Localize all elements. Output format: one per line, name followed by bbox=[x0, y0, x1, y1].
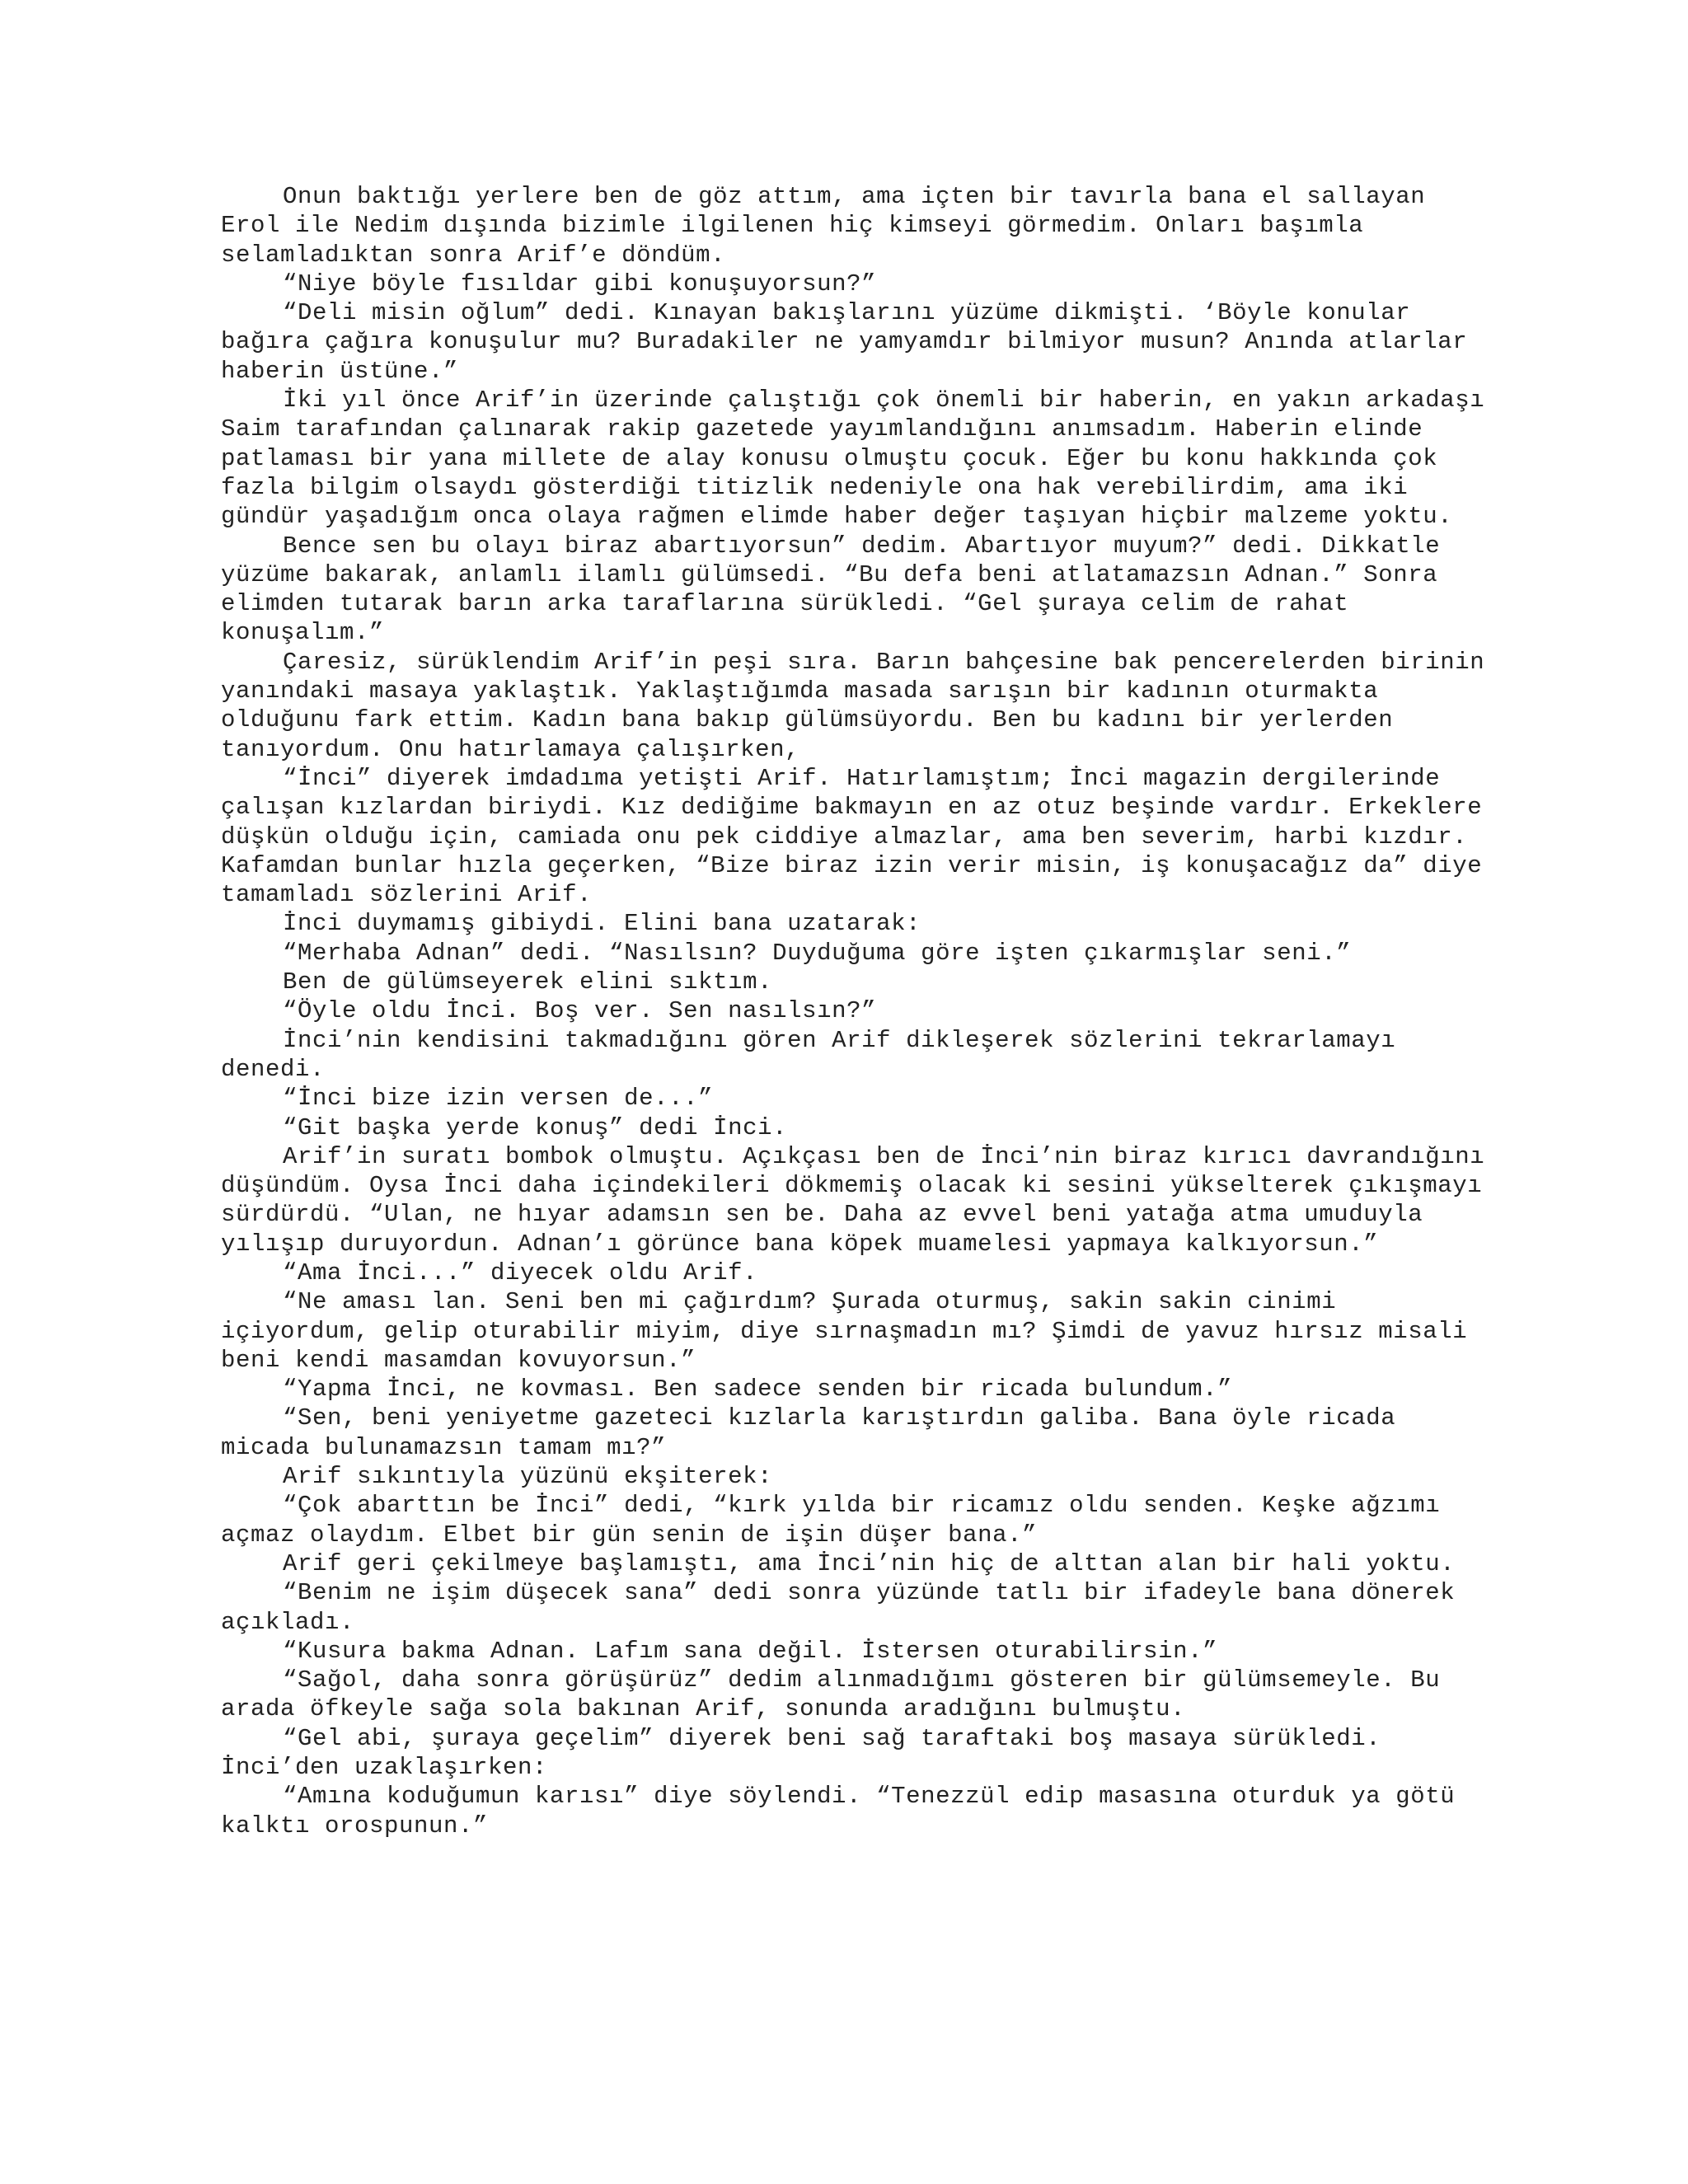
paragraph: “Ama İnci...” diyecek oldu Arif. bbox=[283, 1258, 758, 1286]
paragraph: “Öyle oldu İnci. Boş ver. Sen nasılsın?” bbox=[283, 997, 877, 1025]
paragraph: İki yıl önce Arif’in üzerinde çalıştığı çok önemli bir haberin, en yakın arkadaşı Saim tarafından çalınarak rakip gazetede yayımlandığını anımsadım. Haberin elinde patlaması bir yana millete de alay konusu olmuştu çocuk. Eğer bu konu hakkında çok fazla bilgim olsaydı gösterdiği titizlik nedeniyle ona hak verebilirdim, ama iki gündür yaşadığım onca olaya rağmen elimde haber değer taşıyan hiçbir malzeme yoktu. bbox=[221, 387, 1485, 531]
paragraph: “Gel abi, şuraya geçelim” diyerek beni sağ taraftaki boş masaya sürükledi. İnci’den uzaklaşırken: bbox=[221, 1724, 1381, 1782]
paragraph: İnci’nin kendisini takmadığını gören Arif dikleşerek sözlerini tekrarlamayı denedi. bbox=[221, 1026, 1396, 1083]
paragraph: “Niye böyle fısıldar gibi konuşuyorsun?” bbox=[283, 269, 877, 298]
paragraph: İnci duymamış gibiydi. Elini bana uzatarak: bbox=[283, 910, 921, 938]
paragraph: Bence sen bu olayı biraz abartıyorsun” dedim. Abartıyor muyum?” dedi. Dikkatle yüzüme bakarak, anlamlı ilamlı gülümsedi. “Bu defa beni atlatamazsın Adnan.” Sonra elimden tutarak barın arka taraflarına sürükledi. “Gel şuraya celim de rahat konuşalım.” bbox=[221, 532, 1441, 647]
paragraph: Arif’in suratı bombok olmuştu. Açıkçası ben de İnci’nin biraz kırıcı davrandığını düşündüm. Oysa İnci daha içindekileri dökmemiş olacak ki sesini yükselterek çıkışmayı sürdürdü. “Ulan, ne hıyar adamsın sen be. Daha az evvel beni yatağa atma umuduyla yılışıp duruyordun. Adnan’ı görünce bana köpek muamelesi yapmaya kalkıyorsun.” bbox=[221, 1142, 1485, 1258]
paragraph: “Git başka yerde konuş” dedi İnci. bbox=[283, 1113, 788, 1141]
body-text bbox=[221, 182, 1490, 1840]
paragraph: “Çok abarttın be İnci” dedi, “kırk yılda bir ricamız oldu senden. Keşke ağzımı açmaz olaydım. Elbet bir gün senin de işin düşer bana.” bbox=[221, 1492, 1441, 1549]
paragraph: Arif sıkıntıyla yüzünü ekşiterek: bbox=[283, 1463, 773, 1491]
paragraph: “Kusura bakma Adnan. Lafım sana değil. İstersen oturabilirsin.” bbox=[283, 1637, 1218, 1665]
paragraph: “Sen, beni yeniyetme gazeteci kızlarla karıştırdın galiba. Bana öyle ricada micada bulunamazsın tamam mı?” bbox=[221, 1404, 1396, 1461]
paragraph: “Yapma İnci, ne kovması. Ben sadece senden bir ricada bulundum.” bbox=[283, 1376, 1233, 1404]
paragraph: “İnci” diyerek imdadıma yetişti Arif. Hatırlamıştım; İnci magazin dergilerinde çalışan kızlardan biriydi. Kız dediğime bakmayın en az otuz beşinde vardır. Erkeklere düşkün olduğu için, camiada onu pek ciddiye almazlar, ama ben severim, harbi kızdır. Kafamdan bunlar hızla geçerken, “Bize biraz izin verir misin, iş konuşacağız da” diye tamamladı sözlerini Arif. bbox=[221, 764, 1483, 909]
paragraph: Arif geri çekilmeye başlamıştı, ama İnci’nin hiç de alttan alan bir hali yoktu. bbox=[283, 1549, 1456, 1577]
paragraph: “Sağol, daha sonra görüşürüz” dedim alınmadığımı gösteren bir gülümsemeyle. Bu arada öfkeyle sağa sola bakınan Arif, sonunda aradığını bulmuştu. bbox=[221, 1666, 1441, 1723]
paragraph: “Benim ne işim düşecek sana” dedi sonra yüzünde tatlı bir ifadeyle bana dönerek açıkladı. bbox=[221, 1579, 1456, 1636]
paragraph: Çaresiz, sürüklendim Arif’in peşi sıra. Barın bahçesine bak pencerelerden birinin yanındaki masaya yaklaştık. Yaklaştığımda masada sarışın bir kadının oturmakta olduğunu fark ettim. Kadın bana bakıp gülümsüyordu. Ben bu kadını bir yerlerden tanıyordum. Onu hatırlamaya çalışırken, bbox=[221, 648, 1485, 763]
paragraph: “Deli misin oğlum” dedi. Kınayan bakışlarını yüzüme dikmişti. ‘Böyle konular bağıra çağıra konuşulur mu? Buradakiler ne yamyamdır bilmiyor musun? Anında atlarlar haberin üstüne.” bbox=[221, 299, 1468, 385]
paragraph: “Merhaba Adnan” dedi. “Nasılsın? Duyduğuma göre işten çıkarmışlar seni.” bbox=[283, 939, 1352, 967]
paragraph: Ben de gülümseyerek elini sıktım. bbox=[283, 968, 773, 996]
paragraph: “Ne aması lan. Seni ben mi çağırdım? Şurada oturmuş, sakin sakin cinimi içiyordum, gelip oturabilir miyim, diye sırnaşmadın mı? Şimdi de yavuz hırsız misali beni kendi masamdan kovuyorsun.” bbox=[221, 1288, 1468, 1374]
paragraph: “İnci bize izin versen de...” bbox=[283, 1085, 714, 1113]
paragraph: “Amına koduğumun karısı” diye söylendi. “Tenezzül edip masasına oturduk ya götü kalktı orospunun.” bbox=[221, 1783, 1456, 1840]
paragraph: Onun baktığı yerlere ben de göz attım, ama içten bir tavırla bana el sallayan Erol ile Nedim dışında bizimle ilgilenen hiç kimseyi görmedim. Onları başımla selamladıktan sonra Arif’e döndüm. bbox=[221, 183, 1426, 269]
